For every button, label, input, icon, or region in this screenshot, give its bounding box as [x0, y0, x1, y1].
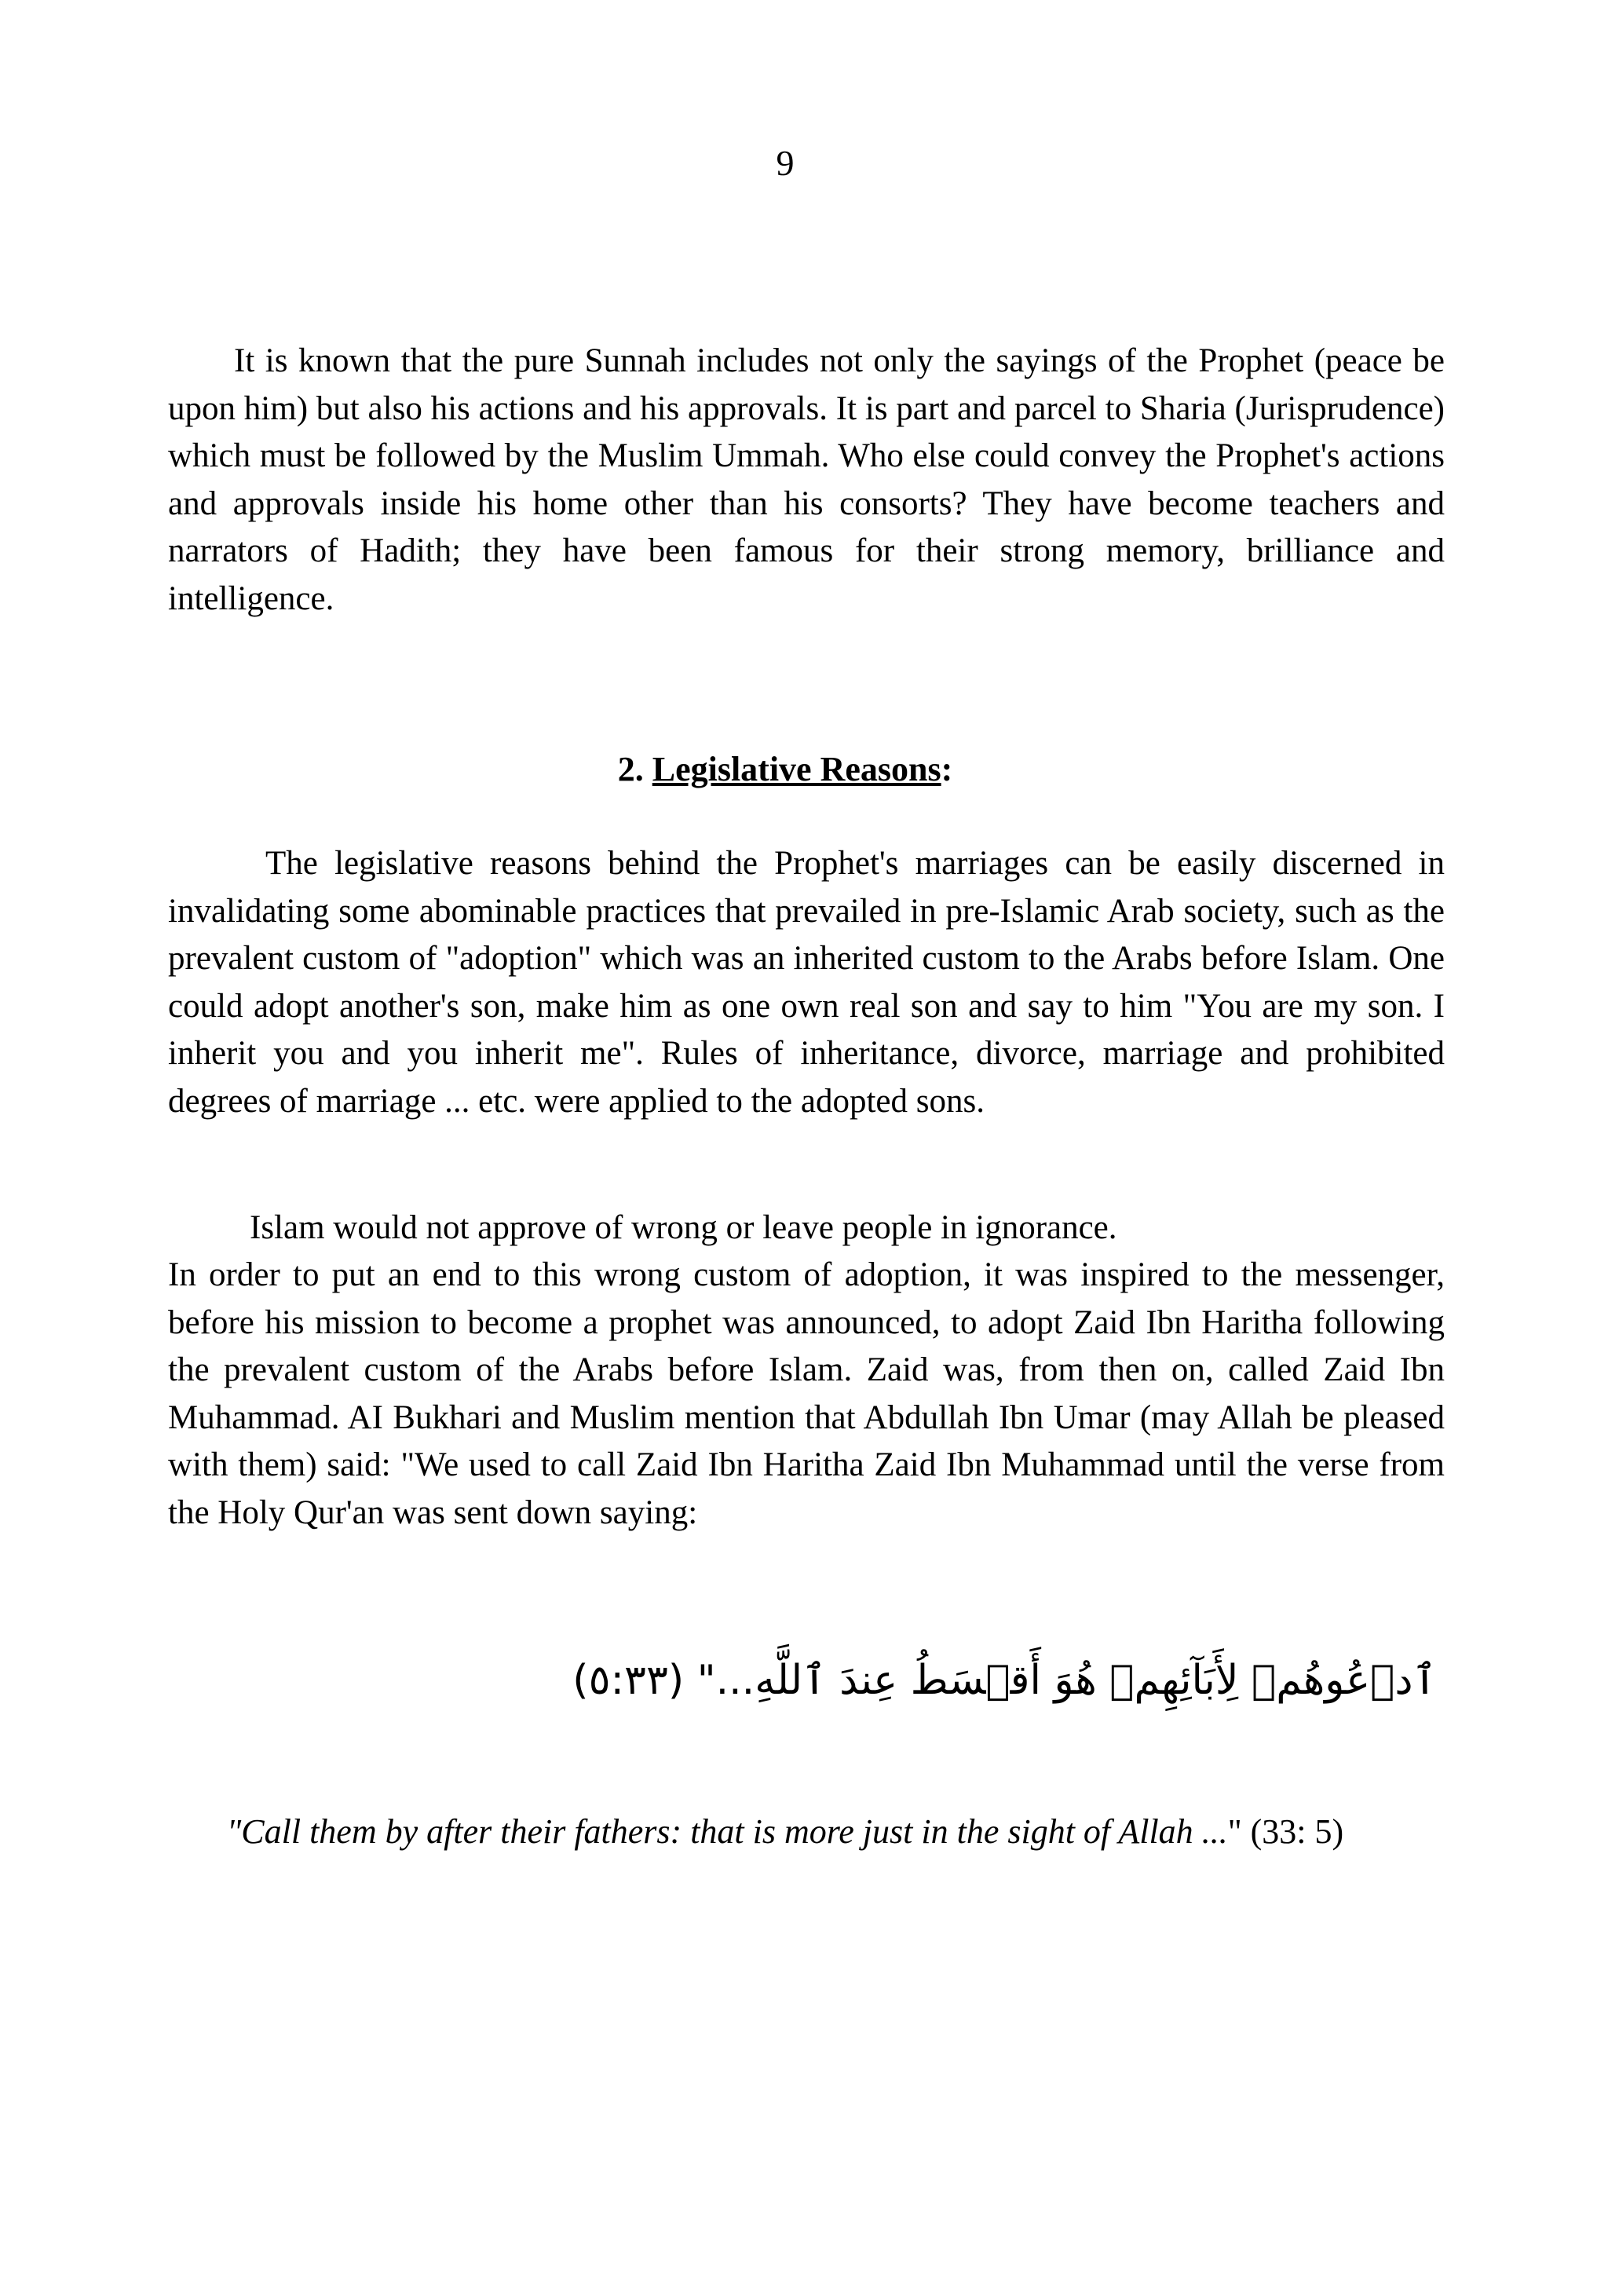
paragraph-legislative: The legislative reasons behind the Prophet's marriages can be easily discerned in invalidating some abominable practices that prevailed in pre-Islamic Arab society, such as the prevalent custom of "adoption" which was an inherited custom to the Arabs before Islam. One could adopt another's son, make him as one own real son and say to him "You are my son. I inherit you and you inherit me". Rules of inheritance, divorce, marriage and prohibited degrees of marriage ... etc. were applied to the adopted sons.	[168, 845, 1445, 1120]
paragraph-adoption: In order to put an end to this wrong custom of adoption, it was inspired to the messenger, before his mission to become a prophet was announced, to adopt Zaid Ibn Haritha following the prevalent custom of the Arabs before Islam. Zaid was, from then on, called Zaid Ibn Muhammad. AI Bukhari and Muslim mention that Abdullah Ibn Umar (may Allah be pleased with them) said: "We used to call Zaid Ibn Haritha Zaid Ibn Muhammad until the verse from the Holy Qur'an was sent down saying:	[168, 1256, 1445, 1531]
verse-translation	[0, 1808, 1570, 1855]
section-heading	[0, 748, 1570, 792]
page-number: 9	[776, 143, 795, 183]
translation-quote: "Call them by after their fathers: that is more just in the sight of Allah ...	[226, 1812, 1228, 1851]
section-number: 2.	[617, 750, 644, 788]
arabic-verse: ٱدۡعُوهُمۡ لِأَبَآئِهِمۡ هُوَ أَقۡسَطُ عِندَ ٱللَّهِ..." (٥:٣٣)	[572, 1657, 1437, 1704]
paragraph-sunnah: It is known that the pure Sunnah includes not only the sayings of the Prophet (peace be upon him) but also his actions and his approvals. It is part and parcel to Sharia (Jurisprudence) which must be followed by the Muslim Ummah. Who else could convey the Prophet's actions and approvals inside his home other than his consorts? They have become teachers and narrators of Hadith; they have been famous for their strong memory, brilliance and intelligence.	[168, 342, 1445, 617]
paragraph-islam-first-line: Islam would not approve of wrong or leave people in ignorance.	[250, 1209, 1117, 1246]
translation-reference: " (33: 5)	[1227, 1812, 1344, 1851]
section-suffix: :	[941, 750, 953, 788]
section-title: Legislative Reasons	[652, 750, 941, 788]
